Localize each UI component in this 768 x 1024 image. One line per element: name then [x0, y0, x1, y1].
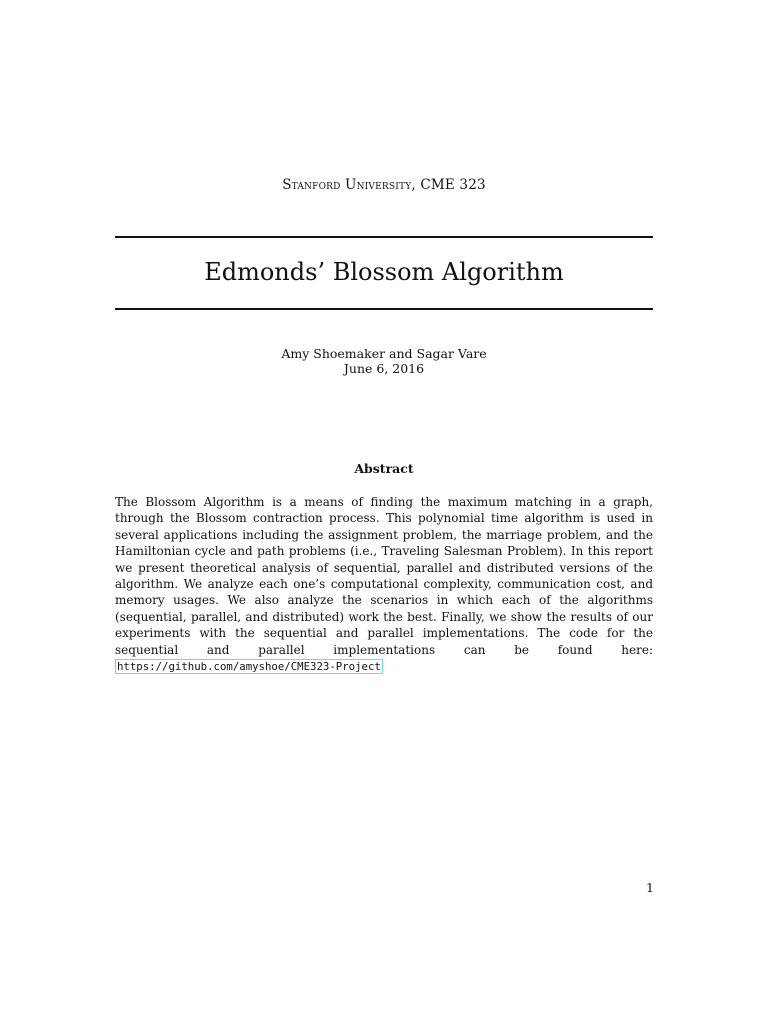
- title-rule-top: [115, 236, 653, 238]
- title-rule-bottom: [115, 308, 653, 310]
- affiliation-header: Stanford University, CME 323: [282, 177, 486, 193]
- abstract-text: The Blossom Algorithm is a means of finding the maximum matching in a graph, through the Blossom contraction process. This polynomial time algorithm is used in several applications including the assignment problem, the marriage problem, and the Hamiltonian cycle and path problems (i.e., Traveling Salesman Problem). In this report we present theoretical analysis of sequential, parallel and distributed versions of the algorithm. We analyze each one’s computational complexity, communication cost, and memory usages. We also analyze the scenarios in which each of the algorithms (sequential, parallel, and distributed) work the best. Finally, we show the results of our experiments with the sequential and parallel implementations. The code for the sequential and parallel implementations can be found here:: [115, 495, 653, 657]
- paper-date: June 6, 2016: [343, 361, 425, 376]
- page-number: 1: [646, 880, 654, 895]
- abstract-heading: Abstract: [354, 461, 414, 476]
- abstract-body: [115, 494, 653, 675]
- paper-title: Edmonds’ Blossom Algorithm: [204, 258, 564, 286]
- author-block: [0, 346, 768, 376]
- repository-link[interactable]: https://github.com/amyshoe/CME323-Project: [117, 660, 381, 674]
- author-names: Amy Shoemaker and Sagar Vare: [281, 346, 487, 361]
